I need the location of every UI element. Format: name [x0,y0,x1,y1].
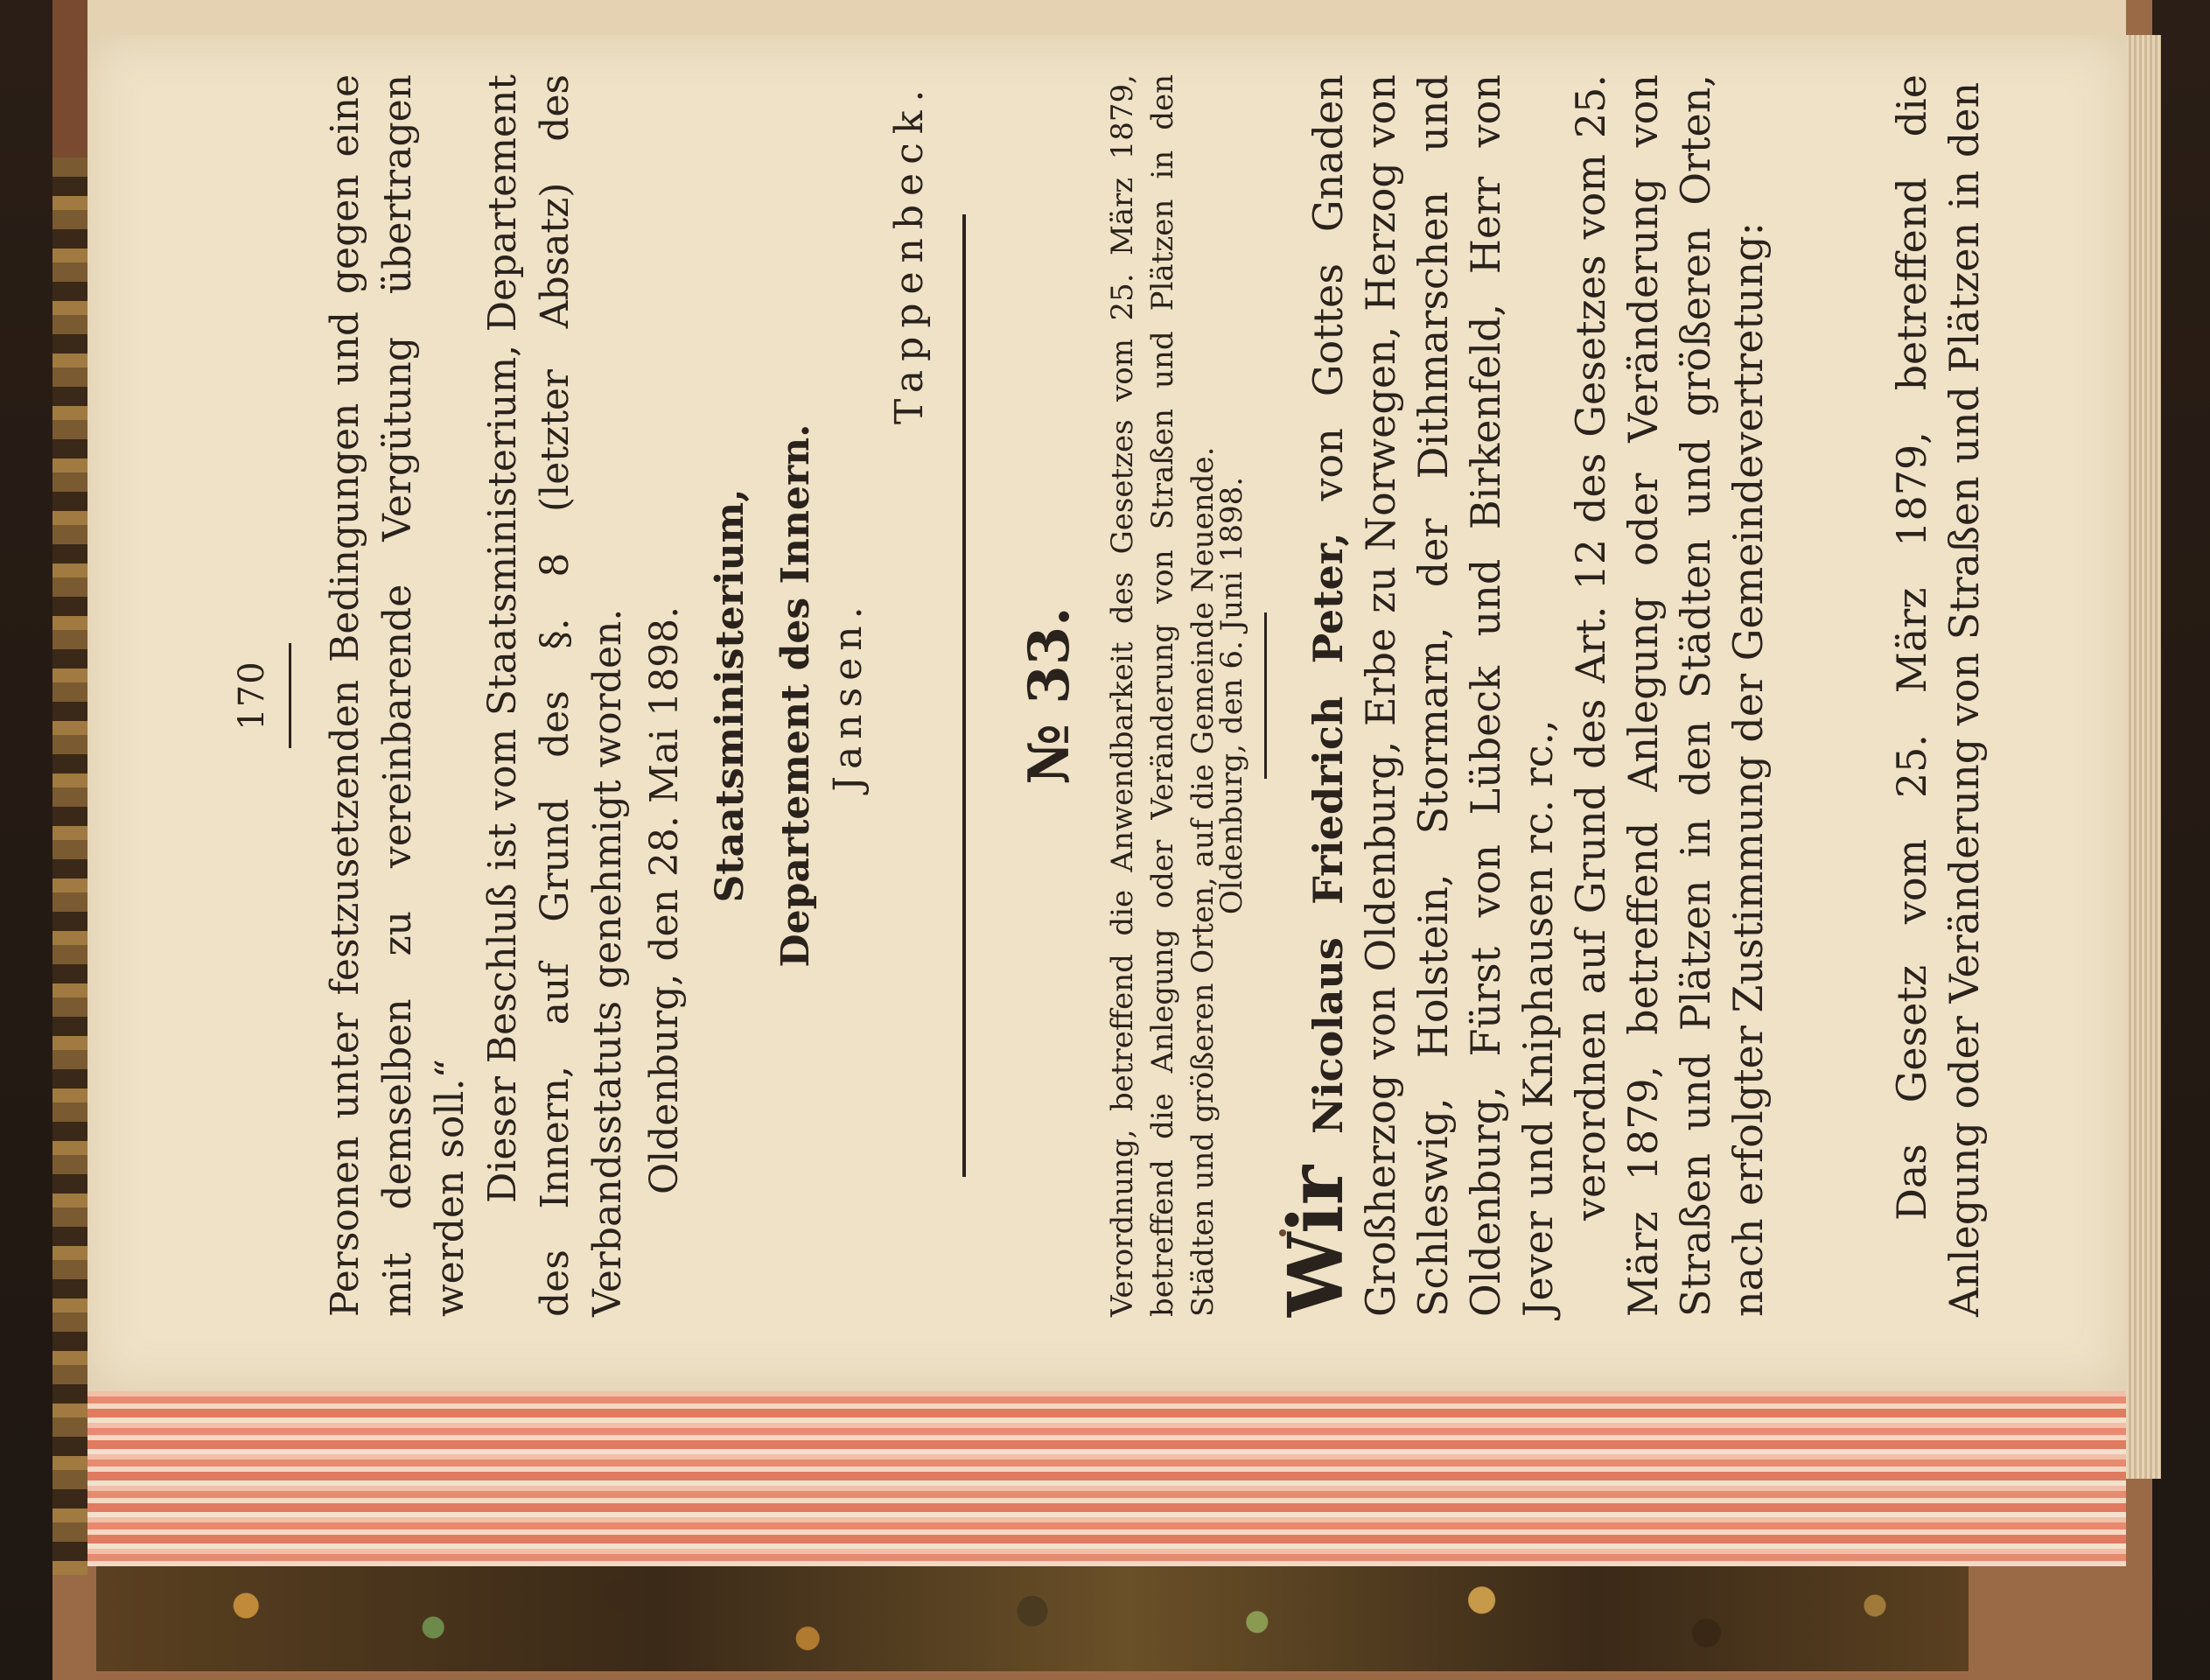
decree-titles: von Gottes Gnaden Großherzog von Oldenburg, Erbe zu Norwegen, Herzog von Schleswig, Holstein, Stormarn, der Dithmarschen und Oldenburg, Fürst von Lübeck und Birkenfeld, Herr von Jever und Kniphausen rc. rc., [1304,74,1562,1317]
decree-sovereign-name: Nicolaus Friedrich Peter, [1304,532,1352,1135]
section-divider [962,214,966,1177]
decree-initial: Wir [1272,1165,1360,1317]
signature-name-tappenbeck: Tappenbeck. [887,80,932,424]
page-edge-stack [87,1391,2126,1566]
marbled-edge-bottom [96,1562,1969,1671]
ordinance-number: № 33. [1017,606,1082,785]
rotated-text-block [122,39,2100,1352]
signature-name-jansen: Jansen. [826,599,871,792]
header-rule [289,643,291,748]
signature-ministry: Staatsministerium, [708,488,752,903]
page-top-strip [87,0,2126,35]
date-line: Oldenburg, den 28. Mai 1898. [642,606,687,1194]
signature-department: Departement des Innern. [773,424,818,968]
short-rule [1264,612,1267,779]
paragraph-approval: Dieser Beschluß ist vom Staatsministerium, Departement des Innern, auf Grund des §. 8 (letzter Absatz) des Verbandsstatuts genehmigt worden. [480,74,630,1317]
decree-paragraph: Das Gesetz vom 25. März 1879, betreffend die Anlegung oder Veränderung von Straßen und Plätzen in den [1888,74,1988,1317]
page-edge-right [2126,35,2161,1479]
ordinance-date: Oldenburg, den 6. Juni 1898. [1214,476,1249,915]
page-number: 170 [232,661,272,731]
marbled-edge-left [52,158,87,1575]
paragraph-continuation: Personen unter festzusetzenden Bedingungen und gegen eine mit demselben zu vereinbarende Vergütung übertragen werden soll.“ [323,74,472,1317]
decree-enactment: verordnen auf Grund des Art. 12 des Gesetzes vom 25. März 1879, betreffend Anlegung oder Veränderung von Straßen und Plätzen in den Städten und größeren Orten, nach erfolgter Zustimmung der Gemeindevertretung: [1567,74,1772,1317]
ordinance-subject: Verordnung, betreffend die Anwendbarkeit des Gesetzes vom 25. März 1879, betreffend die Anlegung oder Veränderung von Straßen und Plätzen in den Städten und größeren Orten, auf die Gemeinde Neuende. [1105,74,1220,1317]
decree-preamble [1272,74,1774,1317]
